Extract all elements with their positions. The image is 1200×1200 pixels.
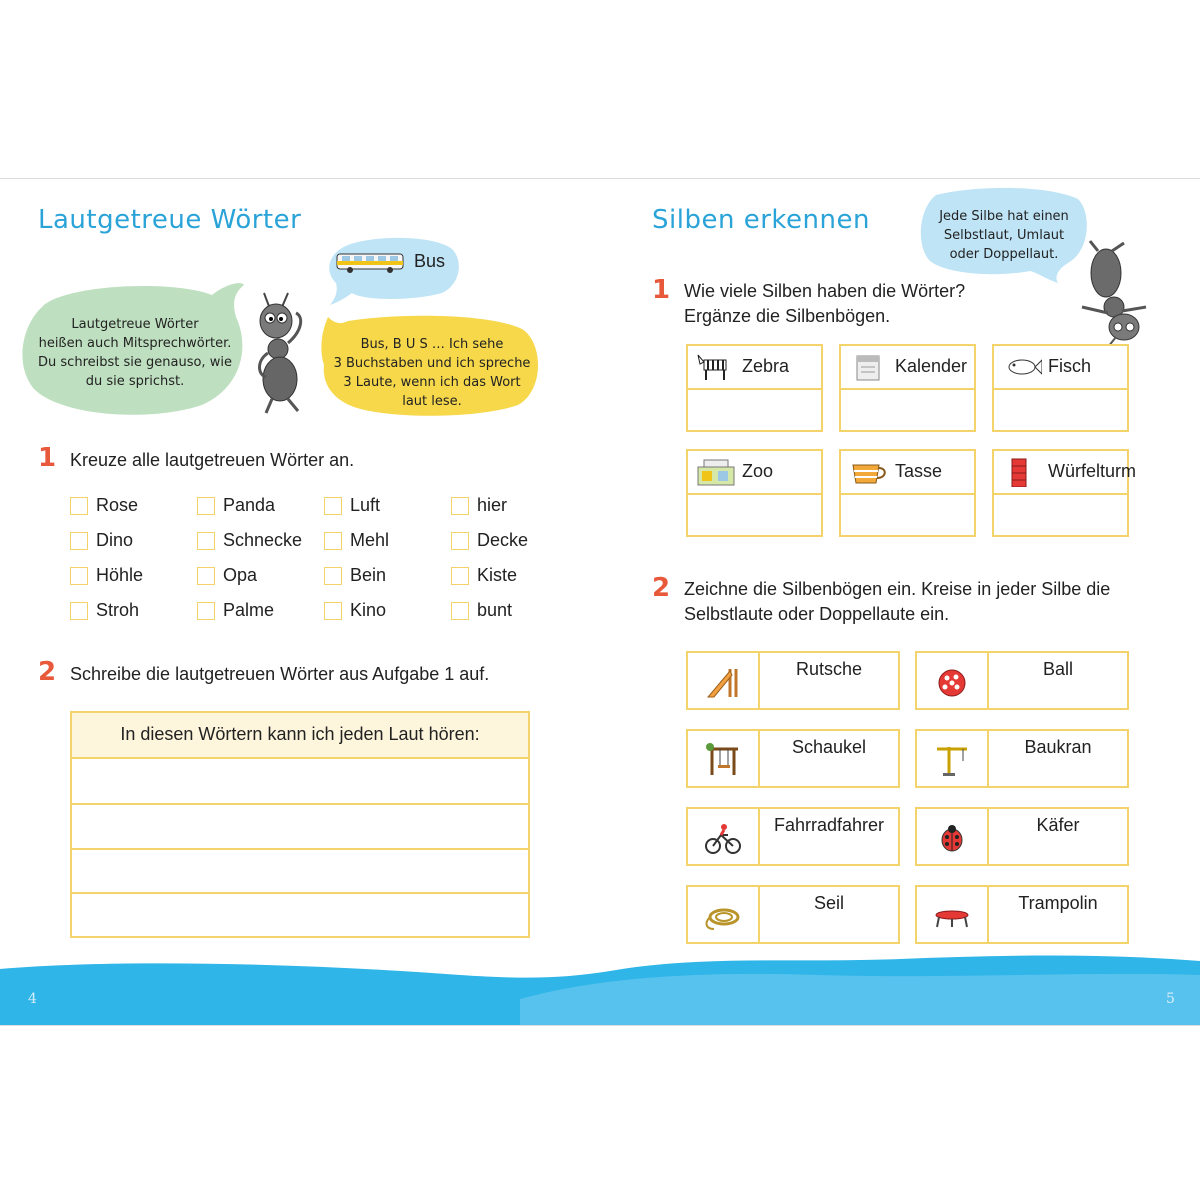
checkbox-label: Stroh (96, 600, 140, 620)
trampoline-icon (933, 899, 971, 933)
checkbox[interactable] (451, 567, 469, 585)
task-number: 2 (38, 657, 57, 687)
checkbox[interactable] (197, 532, 215, 550)
checkbox[interactable] (451, 532, 469, 550)
checkbox-label: Dino (96, 530, 134, 550)
calendar-icon (849, 352, 889, 382)
draw-word: Ball (1042, 659, 1073, 679)
syllable-card-header (688, 451, 821, 495)
green-bubble-line: heißen auch Mitsprechwörter. (38, 336, 232, 351)
checkbox-label: Kino (350, 600, 387, 620)
crane-icon (933, 743, 971, 777)
checkbox-label: Kiste (477, 565, 518, 585)
syllable-card-header (841, 451, 974, 495)
syllable-card-header (841, 346, 974, 390)
syllable-word: Zebra (742, 356, 790, 376)
checkbox[interactable] (324, 602, 342, 620)
syllable-arc-area[interactable] (843, 495, 972, 533)
task-instruction: Schreibe die lautgetreuen Wörter aus Aufgabe 1 auf. (70, 664, 490, 684)
task-instruction (684, 279, 965, 329)
syllable-card-header (994, 346, 1127, 390)
task-line: Wie viele Silben haben die Wörter? (684, 281, 966, 301)
checkbox-label: Decke (477, 530, 529, 550)
draw-word: Fahrradfahrer (773, 815, 885, 835)
checkbox-label: hier (477, 495, 508, 515)
write-line (72, 892, 528, 894)
checkbox[interactable] (70, 532, 88, 550)
draw-card[interactable] (686, 885, 900, 944)
checkbox-label: Opa (223, 565, 258, 585)
draw-card[interactable] (686, 651, 900, 710)
syllable-word: Fisch (1048, 356, 1092, 376)
dice-tower-icon (1002, 457, 1042, 487)
write-line-input[interactable] (76, 759, 524, 801)
syllable-card-header (688, 346, 821, 390)
draw-word: Seil (813, 893, 844, 913)
task-number: 1 (38, 443, 57, 473)
draw-word: Baukran (1024, 737, 1092, 757)
slide-icon (704, 665, 742, 699)
write-box (70, 711, 530, 938)
write-box-header (72, 713, 528, 759)
checkbox[interactable] (324, 567, 342, 585)
task-instruction: Kreuze alle lautgetreuen Wörter an. (70, 450, 355, 470)
checkbox-label: Panda (223, 495, 276, 515)
task-instruction (684, 577, 1110, 627)
draw-card[interactable] (915, 885, 1129, 944)
syllable-card (839, 344, 976, 432)
book-spread (0, 178, 1200, 1026)
checkbox[interactable] (324, 532, 342, 550)
ball-icon (933, 665, 971, 699)
checkbox[interactable] (197, 602, 215, 620)
draw-word: Schaukel (791, 737, 867, 757)
checkbox[interactable] (451, 497, 469, 515)
checkbox[interactable] (197, 567, 215, 585)
syllable-card (686, 449, 823, 537)
cyclist-icon (704, 821, 742, 855)
left-page-title: Lautgetreue Wörter (38, 205, 302, 235)
checkbox-label: Palme (223, 600, 275, 620)
draw-word: Trampolin (1018, 893, 1098, 913)
syllable-card (992, 449, 1137, 537)
write-line (72, 848, 528, 850)
checkbox[interactable] (197, 497, 215, 515)
task-number: 1 (652, 275, 671, 305)
fish-icon (1002, 352, 1042, 382)
rope-icon (704, 899, 742, 933)
yellow-bubble-line: Bus, B U S … Ich sehe (360, 337, 504, 352)
task-line: Zeichne die Silbenbögen ein. Kreise in jeder Silbe die (684, 579, 1111, 599)
checkbox[interactable] (70, 602, 88, 620)
syllable-arc-area[interactable] (690, 390, 819, 428)
right-page-title: Silben erkennen (652, 205, 870, 235)
blue-bubble-line: Selbstlaut, Umlaut (943, 228, 1065, 243)
draw-word: Käfer (1036, 815, 1080, 835)
yellow-bubble-line: laut lese. (402, 394, 462, 409)
checkbox-label: Schnecke (223, 530, 303, 550)
syllable-word: Zoo (742, 461, 774, 481)
yellow-bubble-text (326, 335, 538, 411)
write-box-heading: In diesen Wörtern kann ich jeden Laut hören: (120, 724, 480, 744)
cup-icon (849, 457, 889, 487)
bus-label: Bus (414, 251, 446, 271)
green-bubble-line: Du schreibst sie genauso, wie (38, 355, 232, 370)
task-line: Selbstlaute oder Doppellaute ein. (684, 604, 950, 624)
task-number: 2 (652, 573, 671, 603)
wave-footer (0, 949, 1200, 1025)
ant-handstand-icon (1068, 237, 1152, 349)
zebra-icon (696, 352, 736, 382)
draw-card[interactable] (686, 729, 900, 788)
syllable-arc-area[interactable] (996, 390, 1125, 428)
green-bubble-text (30, 315, 240, 391)
checkbox[interactable] (451, 602, 469, 620)
checkbox-label: Höhle (96, 565, 144, 585)
blue-bubble-line: oder Doppellaut. (949, 247, 1059, 262)
syllable-word: Würfelturm (1048, 461, 1137, 481)
syllable-card (686, 344, 823, 432)
ant-character-icon (248, 291, 320, 415)
checkbox-label: Luft (350, 495, 381, 515)
checkbox-label: Rose (96, 495, 139, 515)
syllable-word: Tasse (895, 461, 943, 481)
page-number-right: 5 (1166, 991, 1175, 1007)
checkbox[interactable] (70, 497, 88, 515)
zoo-icon (696, 457, 736, 487)
swing-icon (704, 743, 742, 777)
yellow-bubble-line: 3 Laute, wenn ich das Wort (343, 375, 521, 390)
syllable-arc-area[interactable] (843, 390, 972, 428)
checkbox-label: Bein (350, 565, 387, 585)
ladybug-icon (933, 821, 971, 855)
syllable-arc-area[interactable] (690, 495, 819, 533)
draw-card[interactable] (915, 807, 1129, 866)
syllable-card (992, 344, 1129, 432)
draw-card[interactable] (915, 729, 1129, 788)
syllable-card-header (994, 451, 1137, 495)
syllable-card (839, 449, 976, 537)
checkbox[interactable] (70, 567, 88, 585)
checkbox-label: Mehl (350, 530, 390, 550)
bus-icon (336, 251, 406, 275)
task-line: Ergänze die Silbenbögen. (684, 306, 891, 326)
green-bubble-line: du sie sprichst. (85, 374, 185, 389)
blue-bubble-text (922, 207, 1086, 264)
syllable-word: Kalender (895, 356, 968, 376)
syllable-arc-area[interactable] (996, 495, 1125, 533)
blue-bubble-line: Jede Silbe hat einen (939, 209, 1069, 224)
checkbox-label: bunt (477, 600, 513, 620)
page-number-left: 4 (28, 991, 37, 1007)
draw-word: Rutsche (795, 659, 863, 679)
yellow-bubble-line: 3 Buchstaben und ich spreche (333, 356, 531, 371)
checkbox[interactable] (324, 497, 342, 515)
green-bubble-line: Lautgetreue Wörter (71, 317, 199, 332)
draw-card[interactable] (915, 651, 1129, 710)
write-line (72, 803, 528, 805)
draw-card[interactable] (686, 807, 900, 866)
